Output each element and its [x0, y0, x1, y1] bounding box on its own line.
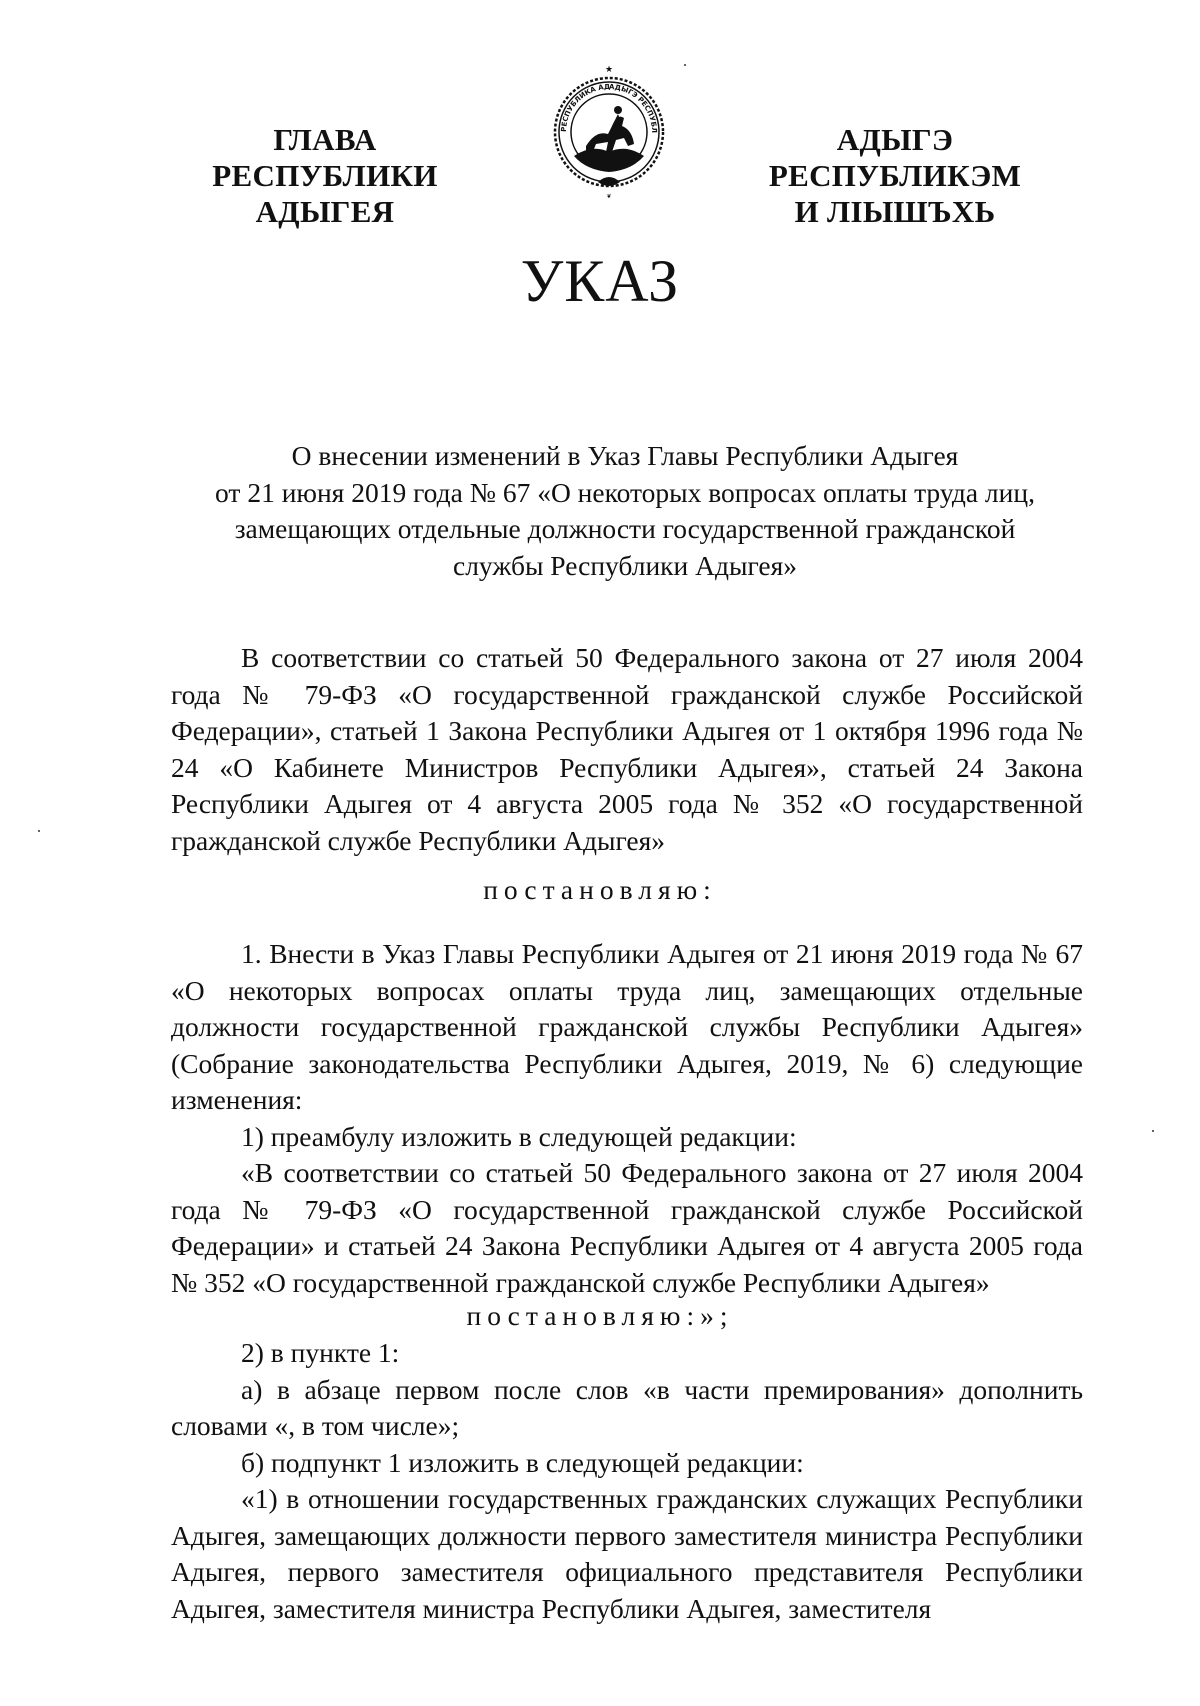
scan-speck [38, 830, 40, 832]
item-1-paragraph: 1. Внести в Указ Главы Республики Адыгея от 21 июня 2019 года № 67 «О некоторых вопросах оплаты труда лиц, замещающих отдельные должности государственной гражданской службы Республики Адыгея» (Собрание законодательства Республики Адыгея, 2019, № 6) следующие изменения: [171, 938, 1083, 1115]
preamble-block [171, 640, 1083, 859]
item-1-1-paragraph: 1) преамбулу изложить в следующей редакции: [241, 1120, 797, 1152]
header-left-line1: ГЛАВА [273, 122, 377, 157]
header-left-line2: РЕСПУБЛИКИ АДЫГЕЯ [212, 158, 438, 229]
subject-line-1: О внесении изменений в Указ Главы Республики Адыгея [291, 440, 959, 471]
item-1-2-b-quote-paragraph: «1) в отношении государственных гражданских служащих Республики Адыгея, замещающих должности первого заместителя министра Республики Адыгея, первого заместителя официального представителя Республики Адыгея, заместителя министра Республики Адыгея, заместителя [171, 1483, 1083, 1624]
item-1-1-quote-paragraph: «В соответствии со статьей 50 Федерального закона от 27 июля 2004 года № 79-ФЗ «О государственной гражданской службе Российской Федерации» и статьей 24 Закона Республики Адыгея от 4 августа 2005 года № 352 «О государственной гражданской службе Республики Адыгея» [171, 1157, 1083, 1298]
subject-line-2: от 21 июня 2019 года № 67 «О некоторых вопросах оплаты труда лиц, [215, 476, 1035, 508]
item-1-2-paragraph: 2) в пункте 1: [241, 1337, 400, 1368]
amendments-block [171, 1335, 1083, 1627]
scan-speck [684, 64, 686, 66]
document-subject [150, 438, 1100, 584]
coat-of-arms-icon [552, 60, 666, 202]
decree-word: постановляю: [483, 874, 717, 905]
header-left-block [150, 122, 500, 230]
emblem-ring-text-right: АДЫГЭ РЕСПУБЛ [608, 82, 659, 134]
scan-speck [1152, 1130, 1154, 1132]
subject-line-3: замещающих отдельные должности государственной гражданской [234, 513, 1016, 544]
item-1-2-a-paragraph: а) в абзаце первом после слов «в части премирования» дополнить словами «, в том числе»; [171, 1373, 1083, 1441]
decree-word-quoted: постановляю:»; [466, 1300, 734, 1331]
decree-items-block [171, 936, 1083, 1301]
svg-text:❦: ❦ [606, 194, 612, 200]
svg-text:★: ★ [604, 64, 614, 74]
header-right-line1: АДЫГЭ РЕСПУБЛИКЭМ [768, 122, 1022, 193]
subject-line-4: службы Республики Адыгея» [453, 549, 797, 581]
preamble-paragraph: В соответствии со статьей 50 Федерального закона от 27 июля 2004 года № 79-ФЗ «О государственной гражданской службе Российской Федерации», статьей 1 Закона Республики Адыгея от 1 октября 1996 года № 24 «О Кабинете Министров Республики Адыгея», статьей 24 Закона Республики Адыгея от 4 августа 2005 года № 352 «О государственной гражданской службе Республики Адыгея» [171, 642, 1083, 856]
header-right-block [720, 122, 1070, 230]
document-title: УКАЗ [520, 248, 680, 314]
emblem-ring-text-left: РЕСПУБЛИКА АД [559, 82, 611, 133]
header-right-line2: И ЛІЫШЪХЬ [794, 194, 996, 229]
item-1-2-b-paragraph: б) подпункт 1 изложить в следующей редакции: [241, 1446, 804, 1478]
